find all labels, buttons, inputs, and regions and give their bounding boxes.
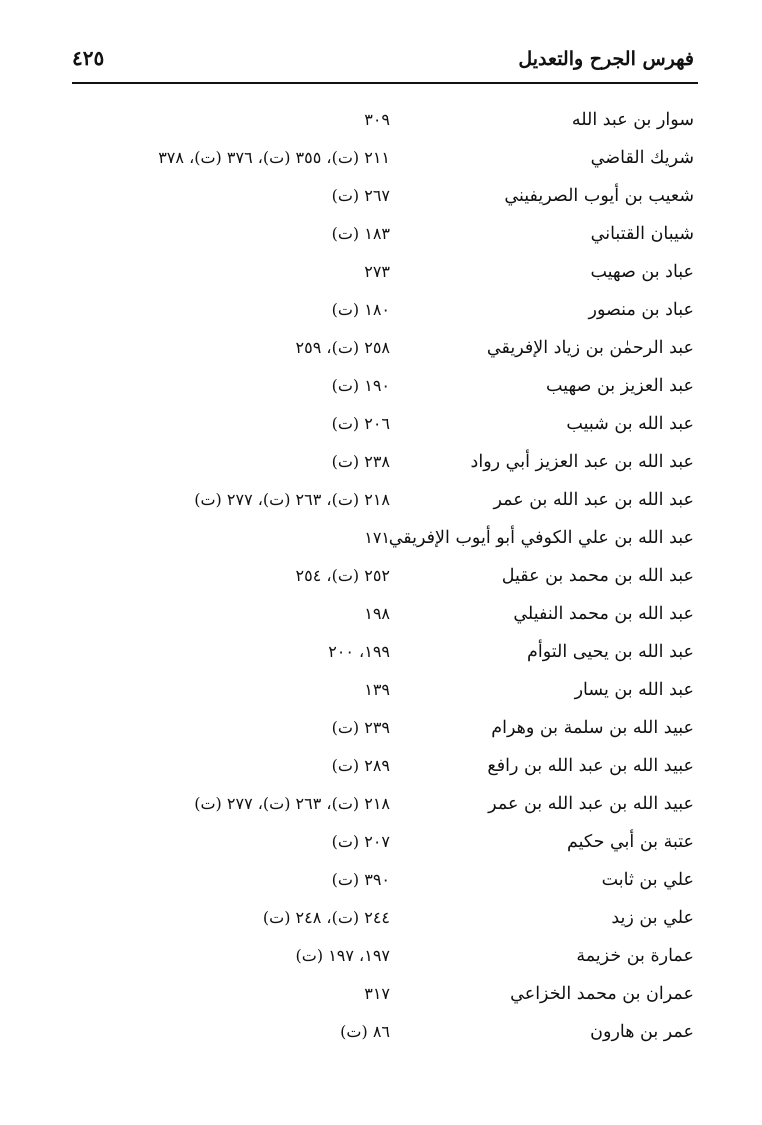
index-entry	[72, 180, 698, 218]
page-references: ١٨٠ (ت)	[331, 300, 390, 319]
index-entry	[72, 864, 698, 902]
page-references: ٢٤٤ (ت)، ٢٤٨ (ت)	[262, 908, 390, 927]
page-references: ٢٣٨ (ت)	[331, 452, 390, 471]
narrator-name: عبد الله بن يحيى التوأم	[527, 642, 694, 662]
page-references: ٢٧٣	[364, 262, 390, 281]
narrator-name: عتبة بن أبي حكيم	[567, 832, 694, 852]
page-references: ٢١٨ (ت)، ٢٦٣ (ت)، ٢٧٧ (ت)	[194, 490, 390, 509]
index-entry	[72, 1016, 698, 1054]
page-references: ٢٣٩ (ت)	[331, 718, 390, 737]
index-entry	[72, 218, 698, 256]
page-references: ٨٦ (ت)	[340, 1022, 390, 1041]
narrator-name: شعيب بن أيوب الصريفيني	[504, 186, 694, 206]
narrator-name: علي بن ثابت	[601, 870, 694, 890]
index-entry	[72, 522, 698, 560]
narrator-name: عبد العزيز بن صهيب	[546, 376, 694, 396]
index-entry	[72, 370, 698, 408]
narrator-name: عبيد الله بن عبد الله بن رافع	[487, 756, 694, 776]
page-references: ٣٠٩	[364, 110, 390, 129]
page-number: ٤٢٥	[72, 46, 105, 70]
index-entry	[72, 142, 698, 180]
page-references: ٢٠٦ (ت)	[331, 414, 390, 433]
index-entry	[72, 712, 698, 750]
index-entry	[72, 598, 698, 636]
narrator-name: شيبان القتباني	[590, 224, 694, 244]
index-entry	[72, 294, 698, 332]
page-references: ١٨٣ (ت)	[331, 224, 390, 243]
narrator-name: عبد الله بن محمد بن عقيل	[501, 566, 694, 586]
page-references: ٢٥٨ (ت)، ٢٥٩	[295, 338, 390, 357]
index-entry	[72, 750, 698, 788]
page-references: ٢١١ (ت)، ٣٥٥ (ت)، ٣٧٦ (ت)، ٣٧٨	[158, 148, 390, 167]
index-entry	[72, 940, 698, 978]
page-references: ١٩٩، ٢٠٠	[328, 642, 390, 661]
index-entry	[72, 636, 698, 674]
narrator-name: عمارة بن خزيمة	[576, 946, 694, 966]
page-references: ١٩٧، ١٩٧ (ت)	[295, 946, 390, 965]
page-references: ٢١٨ (ت)، ٢٦٣ (ت)، ٢٧٧ (ت)	[194, 794, 390, 813]
narrator-name: علي بن زيد	[611, 908, 694, 928]
index-entry	[72, 674, 698, 712]
index-entry	[72, 902, 698, 940]
page-references: ٢٦٧ (ت)	[331, 186, 390, 205]
narrator-name: عبيد الله بن سلمة بن وهرام	[491, 718, 694, 738]
narrator-name: عبد الله بن محمد النفيلي	[513, 604, 694, 624]
narrator-name: عمران بن محمد الخزاعي	[510, 984, 694, 1004]
narrator-name: عباد بن صهيب	[590, 262, 694, 282]
index-entry	[72, 446, 698, 484]
page-references: ١٣٩	[364, 680, 390, 699]
narrator-name: شريك القاضي	[590, 148, 694, 168]
narrator-name: عمر بن هارون	[590, 1022, 694, 1042]
page-references: ١٩٠ (ت)	[331, 376, 390, 395]
index-entry	[72, 256, 698, 294]
index-entry	[72, 978, 698, 1016]
index-entry	[72, 788, 698, 826]
narrator-name: عبد الله بن عبد الله بن عمر	[493, 490, 694, 510]
narrator-name: سوار بن عبد الله	[571, 110, 694, 130]
page-references: ٣١٧	[364, 984, 390, 1003]
index-entry	[72, 560, 698, 598]
page-references: ٢٠٧ (ت)	[331, 832, 390, 851]
index-list	[72, 104, 698, 1054]
index-entry	[72, 104, 698, 142]
index-entry	[72, 408, 698, 446]
page-references: ١٩٨	[364, 604, 390, 623]
page-references: ٢٨٩ (ت)	[331, 756, 390, 775]
narrator-name: عبد الله بن عبد العزيز أبي رواد	[470, 452, 694, 472]
narrator-name: عبد الله بن يسار	[574, 680, 694, 700]
narrator-name: عبد الله بن علي الكوفي أبو أيوب الإفريقي	[388, 528, 694, 548]
page-references: ٣٩٠ (ت)	[331, 870, 390, 889]
page-header	[72, 40, 698, 84]
page-references: ٢٥٢ (ت)، ٢٥٤	[295, 566, 390, 585]
page-title: فهرس الجرح والتعديل	[518, 48, 694, 70]
narrator-name: عباد بن منصور	[588, 300, 694, 320]
narrator-name: عبد الرحمٰن بن زياد الإفريقي	[486, 338, 694, 358]
index-entry	[72, 332, 698, 370]
narrator-name: عبيد الله بن عبد الله بن عمر	[488, 794, 694, 814]
page-references: ١٧١	[364, 528, 390, 547]
index-entry	[72, 484, 698, 522]
index-entry	[72, 826, 698, 864]
narrator-name: عبد الله بن شبيب	[566, 414, 694, 434]
